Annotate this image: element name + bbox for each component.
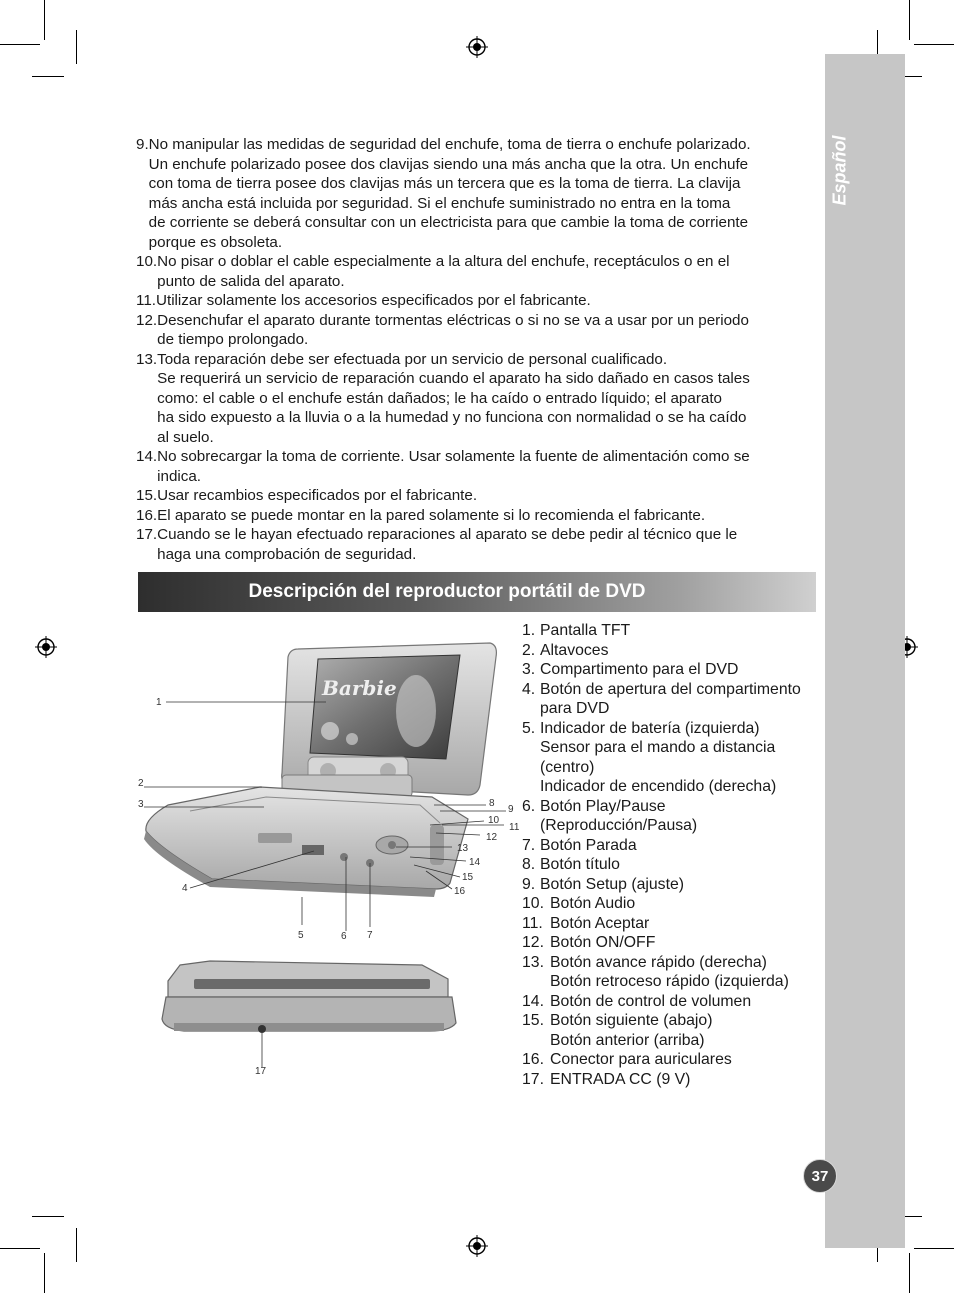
item-number: 5. [522, 719, 536, 737]
item-number: 15. [522, 1012, 544, 1029]
item-number: 14. [522, 992, 544, 1010]
list-item [522, 621, 827, 641]
item-number: 17. [136, 526, 158, 543]
item-text: Botón título [540, 856, 620, 873]
list-item [522, 641, 827, 661]
item-number: 17. [522, 1070, 544, 1088]
list-item [522, 719, 827, 797]
callout-label: 15 [462, 872, 474, 883]
item-text: Botón Setup (ajuste) [540, 875, 685, 893]
list-item [522, 797, 827, 836]
callout-label: 4 [182, 883, 188, 894]
list-item [522, 894, 827, 914]
item-text: ENTRADA CC (9 V) [550, 1070, 691, 1088]
crop-mark [0, 44, 40, 45]
item-text: Botón de apertura del compartimento para DVD [540, 680, 801, 717]
list-item [136, 486, 826, 506]
item-number: 11. [136, 292, 156, 309]
callout-label: 11 [509, 822, 520, 833]
dvd-player-illustration [130, 635, 520, 1085]
registration-mark-icon [466, 1235, 488, 1257]
list-item [522, 1050, 827, 1070]
list-item [522, 1011, 827, 1050]
section-title: Descripción del reproductor portátil de DVD [248, 581, 646, 602]
item-number: 15. [136, 487, 158, 504]
safety-instructions-list [136, 135, 826, 564]
item-text: Botón Play/Pause (Reproducción/Pausa) [540, 797, 698, 834]
item-number: 9. [522, 875, 536, 893]
language-side-tab [825, 54, 905, 1248]
crop-mark [909, 1253, 910, 1293]
item-number: 10. [136, 253, 158, 270]
item-text: Conector para auriculares [550, 1051, 732, 1068]
item-text: Botón de control de volumen [550, 992, 752, 1010]
item-text: Utilizar solamente los accesorios especificados por el fabricante. [156, 292, 591, 309]
crop-mark [76, 30, 77, 64]
item-number: 1. [522, 622, 536, 639]
list-item [136, 447, 826, 486]
item-number: 9. [136, 136, 149, 153]
callout-label: 7 [367, 930, 373, 941]
front-view-edge [174, 1023, 444, 1031]
item-number: 16. [136, 506, 158, 524]
item-text: El aparato se puede montar en la pared solamente si lo recomienda el fabricante. [157, 506, 706, 524]
item-text: Usar recambios especificados por el fabricante. [157, 487, 478, 504]
crop-mark [914, 1248, 954, 1249]
list-item [522, 855, 827, 875]
crop-mark [0, 1248, 40, 1249]
item-text: Cuando se le hayan efectuado reparaciones al aparato se debe pedir al técnico que le haga una comprobación de seguridad. [157, 526, 738, 563]
item-text: Botón siguiente (abajo) Botón anterior (arriba) [550, 1012, 713, 1049]
callout-label: 8 [489, 798, 495, 809]
list-item [136, 506, 826, 526]
list-item [136, 135, 826, 252]
item-text: Botón Audio [550, 895, 636, 912]
language-label: Español [829, 134, 850, 206]
item-text: Desenchufar el aparato durante tormentas eléctricas o si no se va a usar por un periodo de tiempo prolongado. [157, 311, 749, 348]
item-number: 16. [522, 1051, 544, 1068]
callout-label: 14 [469, 857, 481, 868]
item-text: No sobrecargar la toma de corriente. Usar solamente la fuente de alimentación como se indica. [157, 448, 750, 485]
item-number: 3. [522, 661, 536, 678]
tft-screen [310, 655, 460, 759]
list-item [522, 1070, 827, 1090]
list-item [522, 933, 827, 953]
front-view-hinge [194, 979, 430, 989]
list-item [522, 836, 827, 856]
item-number: 10. [522, 895, 544, 912]
item-text: Botón Parada [540, 836, 637, 854]
list-item [136, 252, 826, 291]
list-item [522, 992, 827, 1012]
screen-brand-text: Barbie [322, 676, 397, 700]
callout-label: 9 [508, 804, 514, 815]
list-item [522, 660, 827, 680]
item-number: 13. [522, 953, 544, 971]
list-item [522, 914, 827, 934]
item-number: 13. [136, 350, 158, 368]
list-item [136, 311, 826, 350]
item-text: No manipular las medidas de seguridad del enchufe, toma de tierra o enchufe polarizado. Un enchufe polarizado posee dos clavijas siendo una más ancha que la otra. Un enchufe con toma de tierra posee dos clavijas más un tercera que es la toma de tierra. La clavija más ancha está incluida por seguridad. Si el enchufe suministrado no entra en la toma de corriente se deberá consultar con un electricista para que cambie la toma de corriente porque es obsoleta. [148, 136, 751, 251]
item-text: Botón ON/OFF [550, 934, 656, 951]
item-number: 12. [136, 311, 158, 329]
callout-label: 12 [486, 832, 498, 843]
callout-label: 6 [341, 931, 347, 942]
item-number: 8. [522, 856, 536, 873]
callout-label: 1 [156, 697, 162, 708]
crop-mark [909, 0, 910, 40]
crop-mark [44, 0, 45, 40]
callout-label: 10 [488, 815, 500, 826]
brand-plate [258, 833, 292, 843]
item-number: 11. [522, 914, 543, 932]
parts-list [522, 621, 827, 1089]
page-number: 37 [803, 1159, 837, 1193]
registration-mark-icon [35, 636, 57, 658]
list-item [522, 680, 827, 719]
crop-mark [76, 1228, 77, 1262]
callout-label: 2 [138, 778, 144, 789]
crop-mark [32, 1216, 64, 1217]
list-item [522, 875, 827, 895]
item-text: Indicador de batería (izquierda) Sensor para el mando a distancia (centro) Indicador de encendido (derecha) [540, 719, 777, 795]
item-number: 4. [522, 680, 536, 698]
callout-label: 5 [298, 930, 304, 941]
item-number: 6. [522, 797, 536, 815]
item-number: 14. [136, 448, 158, 465]
list-item [136, 350, 826, 448]
item-text: Botón avance rápido (derecha) Botón retroceso rápido (izquierda) [550, 953, 789, 990]
list-item [136, 525, 826, 564]
enter-button [388, 841, 396, 849]
item-text: Compartimento para el DVD [540, 661, 739, 678]
callout-label: 16 [454, 886, 466, 897]
item-text: Botón Aceptar [550, 914, 650, 932]
callout-label: 17 [255, 1066, 267, 1077]
item-number: 2. [522, 641, 536, 659]
callout-label: 13 [457, 843, 469, 854]
crop-mark [44, 1253, 45, 1293]
callout-label: 3 [138, 799, 144, 810]
screen-flower-icon [321, 722, 339, 740]
play-button [340, 853, 348, 861]
crop-mark [914, 44, 954, 45]
list-item [522, 953, 827, 992]
item-number: 7. [522, 836, 536, 854]
crop-mark [32, 76, 64, 77]
registration-mark-icon [466, 36, 488, 58]
item-text: Toda reparación debe ser efectuada por un servicio de personal cualificado. Se requerirá un servicio de reparación cuando el aparato ha sido dañado en casos tales como: el cable o el enchufe están dañados; le ha caído o entrado líquido; el aparato ha sido expuesto a la lluvia o a la humedad y no funciona con normalidad o se ha caído al suelo. [157, 350, 750, 446]
item-number: 12. [522, 934, 544, 951]
section-banner [138, 572, 816, 612]
list-item [136, 291, 826, 311]
item-text: Pantalla TFT [540, 622, 631, 639]
dc-input-port [258, 1025, 266, 1033]
screen-doll-figure [396, 675, 436, 747]
item-text: No pisar o doblar el cable especialmente a la altura del enchufe, receptáculos o en el punto de salida del aparato. [157, 253, 730, 290]
item-text: Altavoces [540, 641, 609, 659]
screen-flower-icon [346, 733, 358, 745]
